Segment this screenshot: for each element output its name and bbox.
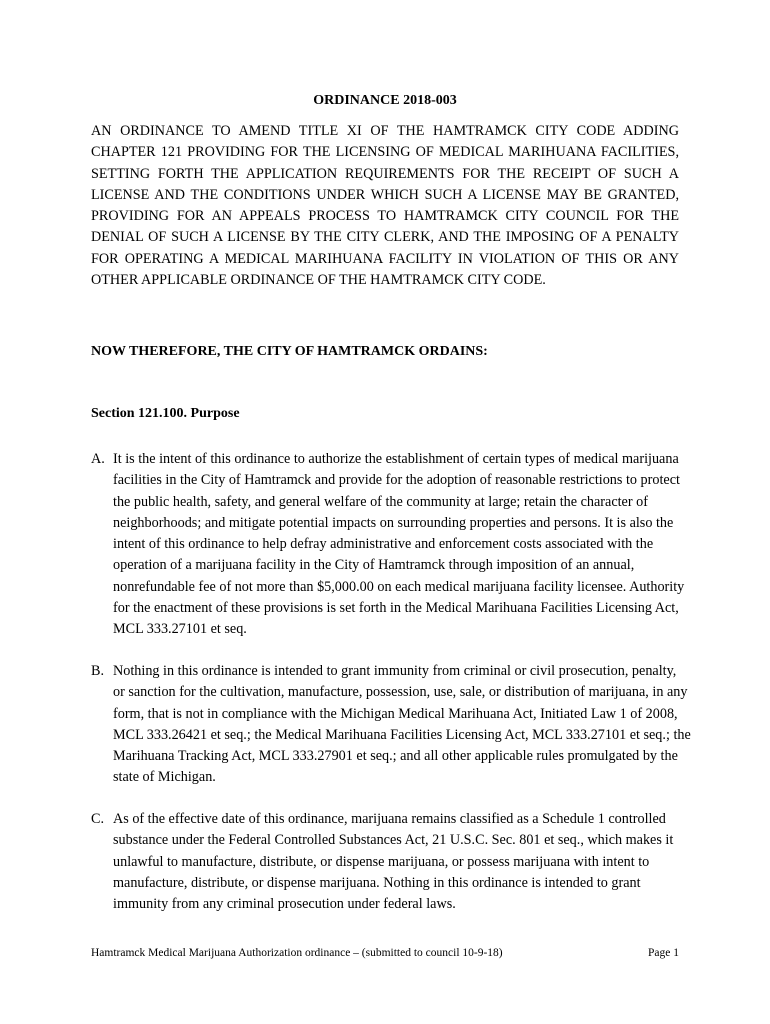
ordains-heading: NOW THEREFORE, THE CITY OF HAMTRAMCK ORDAINS: — [91, 344, 488, 359]
preamble-paragraph: AN ORDINANCE TO AMEND TITLE XI OF THE HAMTRAMCK CITY CODE ADDING CHAPTER 121 PROVIDING FOR THE LICENSING OF MEDICAL MARIHUANA FACILITIES, SETTING FORTH THE APPLICATION REQUIREMENTS FOR THE RECEIPT OF SUCH A LICENSE AND THE CONDITIONS UNDER WHICH SUCH A LICENSE MAY BE GRANTED, PROVIDING FOR AN APPEALS PROCESS TO HAMTRAMCK CITY COUNCIL FOR THE DENIAL OF SUCH A LICENSE BY THE CITY CLERK, AND THE IMPOSING OF A PENALTY FOR OPERATING A MEDICAL MARIHUANA FACILITY IN VIOLATION OF THIS OR ANY OTHER APPLICABLE ORDINANCE OF THE HAMTRAMCK CITY CODE. — [91, 123, 679, 289]
list-item-letter: C. — [91, 811, 105, 827]
list-item-text: Nothing in this ordinance is intended to grant immunity from criminal or civil prosecution, penalty, or sanction for the cultivation, manufacture, possession, use, sale, or distribution of marijuana, in any form, that is not in compliance with the Michigan Medical Marihuana Act, Initiated Law 1 of 2008, MCL 333.26421 et seq.; the Medical Marihuana Facilities Licensing Act, MCL 333.27101 et seq.; the Marihuana Tracking Act, MCL 333.27901 et seq.; and all other applicable rules promulgated by the state of Michigan. — [113, 663, 691, 786]
list-item-text: As of the effective date of this ordinance, marijuana remains classified as a Schedule 1 controlled substance under the Federal Controlled Substances Act, 21 U.S.C. Sec. 801 et seq., which makes it unlawful to manufacture, distribute, or dispense marijuana, or possess marijuana with intent to manufacture, distribute, or dispense marijuana. Nothing in this ordinance is intended to grant immunity from any criminal prosecution under federal laws. — [113, 811, 674, 913]
page-number: Page 1 — [648, 947, 679, 959]
list-item-a — [91, 449, 691, 641]
list-item-letter: A. — [91, 451, 105, 467]
footer-title: Hamtramck Medical Marijuana Authorization ordinance – (submitted to council 10-9-18) — [91, 947, 503, 959]
ordinance-title: ORDINANCE 2018-003 — [313, 93, 457, 108]
list-item-c — [91, 809, 691, 915]
list-item-letter: B. — [91, 663, 105, 679]
section-heading: Section 121.100. Purpose — [91, 406, 240, 421]
list-item-text: It is the intent of this ordinance to authorize the establishment of certain types of medical marijuana facilities in the City of Hamtramck and provide for the adoption of reasonable restrictions to protect the public health, safety, and general welfare of the community at large; retain the character of neighborhoods; and mitigate potential impacts on surrounding properties and persons. It is also the intent of this ordinance to help defray administrative and enforcement costs associated with the operation of a marijuana facility in the City of Hamtramck through imposition of an annual, nonrefundable fee of not more than $5,000.00 on each medical marijuana facility licensee. Authority for the enactment of these provisions is set forth in the Medical Marihuana Facilities Licensing Act, MCL 333.27101 et seq. — [113, 451, 685, 638]
list-item-b — [91, 661, 691, 789]
